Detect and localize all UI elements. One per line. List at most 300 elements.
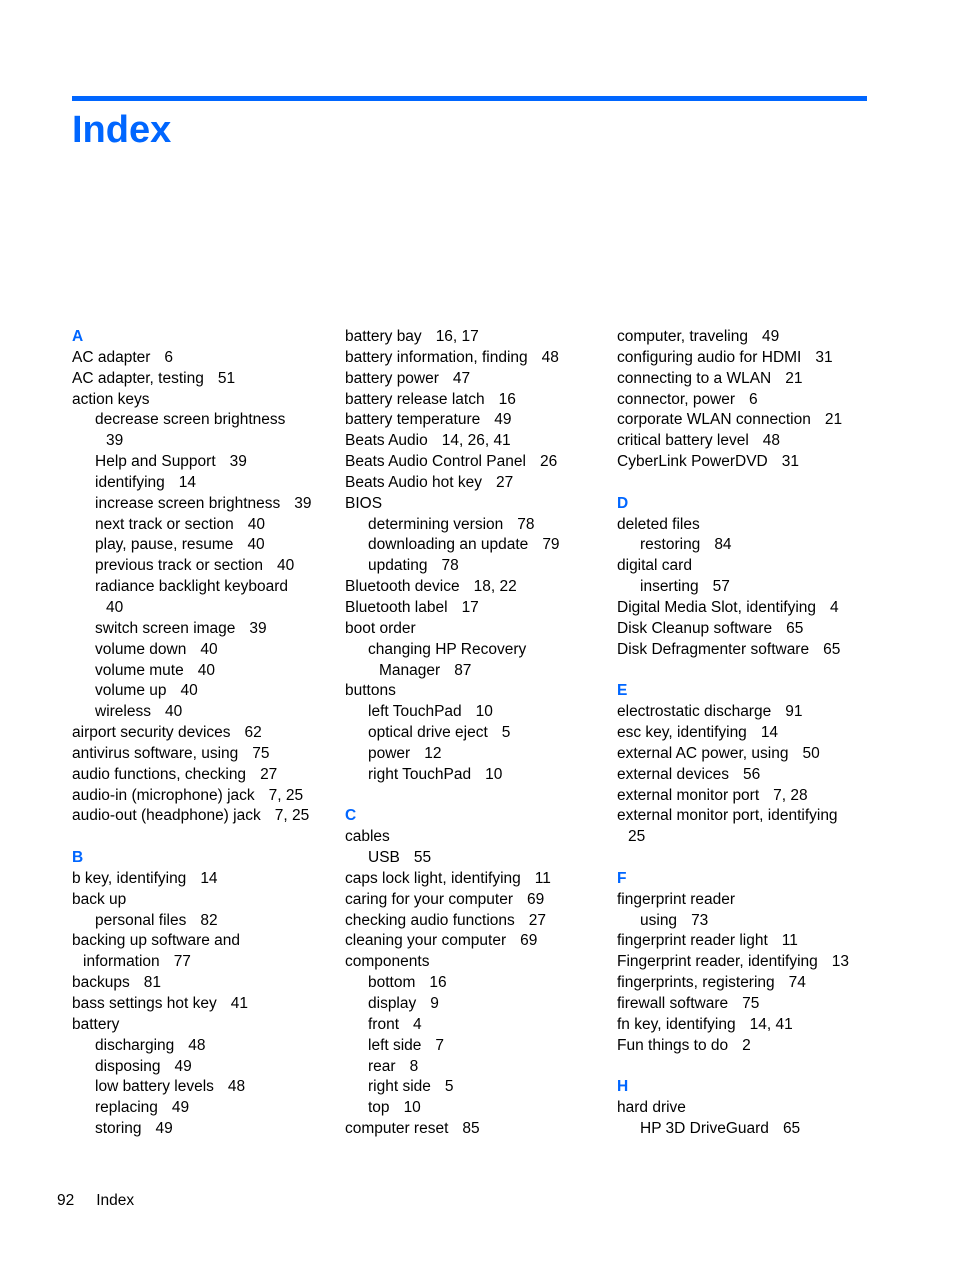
index-term: backing up software and: [72, 932, 241, 950]
index-subentry: [345, 640, 607, 661]
index-entry: [617, 515, 879, 536]
index-term: Disk Cleanup software: [617, 619, 773, 637]
index-page-ref: 2: [742, 1036, 751, 1054]
index-page-ref: 51: [217, 369, 236, 387]
index-page-ref: 48: [188, 1036, 206, 1054]
index-section-letter: H: [617, 1078, 629, 1096]
index-subentry: [72, 431, 334, 452]
index-term: computer reset: [345, 1120, 449, 1138]
index-entry: [345, 390, 607, 411]
index-term: low battery levels: [95, 1078, 214, 1096]
index-entry: [617, 952, 879, 973]
index-term: fingerprint reader: [617, 890, 736, 908]
index-entry: [345, 598, 607, 619]
index-page-ref: 49: [171, 1099, 190, 1117]
index-page-ref: 62: [244, 724, 262, 742]
index-entry: [72, 390, 334, 411]
index-term: airport security devices: [72, 724, 231, 742]
index-section-letter: D: [617, 494, 629, 512]
index-page-ref: 27: [496, 473, 514, 491]
index-term: battery release latch: [345, 390, 485, 408]
index-term: audio functions, checking: [72, 765, 247, 783]
index-page-ref: 39: [106, 432, 124, 450]
index-entry: [617, 431, 879, 452]
index-page-ref: 65: [823, 640, 841, 658]
index-page-ref: 40: [200, 640, 218, 658]
index-subentry: [345, 1036, 607, 1057]
index-term: decrease screen brightness: [95, 411, 286, 429]
index-section-letter: F: [617, 869, 627, 887]
index-subentry: [617, 1119, 879, 1140]
index-term: next track or section: [95, 515, 234, 533]
index-term: computer, traveling: [617, 328, 748, 345]
page-number: 92: [57, 1192, 75, 1209]
index-entry: [617, 390, 879, 411]
index-page-ref: 5: [444, 1078, 454, 1096]
index-subentry: [72, 1036, 334, 1057]
index-page-ref: 7, 25: [274, 807, 310, 825]
index-subentry: [72, 681, 334, 702]
index-page-ref: 79: [542, 536, 560, 554]
index-entry: [345, 911, 607, 932]
index-term: CyberLink PowerDVD: [617, 453, 768, 471]
index-entry: [617, 1098, 879, 1119]
index-term: connecting to a WLAN: [617, 369, 772, 387]
index-term: Bluetooth label: [345, 598, 448, 616]
index-term: b key, identifying: [72, 869, 187, 887]
index-entry: [345, 577, 607, 598]
index-term: audio-in (microphone) jack: [72, 786, 255, 804]
index-entry: [617, 786, 879, 807]
index-page-ref: 4: [413, 1015, 422, 1033]
index-page-ref: 5: [501, 724, 511, 742]
index-term: Bluetooth device: [345, 578, 460, 596]
index-page-ref: 10: [485, 765, 503, 783]
index-term: back up: [72, 890, 127, 908]
index-entry: [72, 869, 334, 890]
section-gap: [617, 473, 879, 494]
index-subentry: [345, 1015, 607, 1036]
index-page-ref: 40: [247, 515, 265, 533]
index-page-ref: 4: [830, 598, 839, 616]
index-subentry: [345, 702, 607, 723]
index-term: front: [368, 1015, 400, 1033]
index-subentry: [72, 473, 334, 494]
index-page-ref: 81: [143, 974, 161, 992]
index-term: firewall software: [617, 995, 729, 1012]
index-page-ref: 50: [802, 744, 820, 762]
index-term: critical battery level: [617, 432, 749, 450]
index-term: digital card: [617, 557, 692, 575]
index-term: downloading an update: [368, 536, 529, 554]
index-page-ref: 69: [520, 932, 538, 950]
index-subentry: [72, 598, 334, 619]
index-term: AC adapter, testing: [72, 369, 204, 387]
index-section-letter: A: [72, 328, 84, 345]
index-entry: [72, 786, 334, 807]
index-term: battery bay: [345, 328, 422, 345]
index-term: volume mute: [95, 661, 184, 679]
index-entry: [345, 931, 607, 952]
index-entry: [617, 744, 879, 765]
index-entry: [617, 890, 879, 911]
index-term: esc key, identifying: [617, 724, 747, 742]
index-page-ref: 78: [441, 557, 459, 575]
index-entry: [617, 994, 879, 1015]
index-entry: [345, 369, 607, 390]
index-subentry: [72, 535, 334, 556]
index-term: information: [83, 953, 160, 971]
index-column-1: [72, 327, 334, 1140]
index-term: battery temperature: [345, 411, 481, 429]
index-page-ref: 40: [277, 557, 295, 575]
index-term: switch screen image: [95, 619, 236, 637]
index-term: Help and Support: [95, 453, 216, 471]
index-page-ref: 18, 22: [473, 578, 517, 596]
index-entry: [345, 827, 607, 848]
index-entry: [617, 410, 879, 431]
index-entry: [617, 327, 879, 348]
index-subentry: [72, 1057, 334, 1078]
index-page-ref: 69: [527, 890, 545, 908]
index-term: boot order: [345, 619, 416, 637]
index-entry: [617, 1015, 879, 1036]
index-page-ref: 47: [452, 369, 471, 387]
index-page-ref: 49: [174, 1057, 192, 1075]
index-term: Beats Audio: [345, 432, 428, 450]
footer-label: Index: [96, 1192, 135, 1209]
index-term: personal files: [95, 911, 187, 929]
index-page-ref: 40: [164, 703, 183, 721]
index-subentry: [72, 494, 334, 515]
index-term: cables: [345, 828, 390, 846]
index-page-ref: 12: [424, 744, 442, 762]
index-section-letter: C: [345, 807, 357, 825]
index-page-ref: 82: [200, 911, 218, 929]
index-subentry: [72, 1077, 334, 1098]
section-gap: [345, 786, 607, 807]
index-term: updating: [368, 557, 428, 575]
index-term: bottom: [368, 974, 416, 992]
index-page-ref: 56: [743, 765, 761, 783]
index-page-ref: 31: [781, 453, 799, 471]
index-subentry: [345, 744, 607, 765]
index-term: configuring audio for HDMI: [617, 348, 802, 366]
index-term: right TouchPad: [368, 765, 472, 783]
index-entry: [345, 473, 607, 494]
index-entry: [72, 348, 334, 369]
index-page-ref: 7, 28: [773, 786, 808, 804]
index-term: previous track or section: [95, 557, 263, 575]
page-title: Index: [72, 109, 172, 151]
index-page-ref: 9: [430, 995, 439, 1012]
index-term: increase screen brightness: [95, 494, 281, 512]
index-entry: [72, 744, 334, 765]
index-page-ref: 10: [403, 1099, 421, 1117]
index-subentry: [345, 723, 607, 744]
index-entry: [617, 931, 879, 952]
index-entry: [617, 702, 879, 723]
index-entry: [345, 452, 607, 473]
index-page-ref: 48: [762, 432, 781, 450]
index-page-ref: 17: [461, 598, 479, 616]
index-subentry: [345, 515, 607, 536]
index-term: cleaning your computer: [345, 932, 507, 950]
index-page-ref: 84: [714, 536, 732, 554]
index-subentry: [72, 577, 334, 598]
index-page-ref: 73: [691, 911, 709, 929]
index-term: inserting: [640, 578, 699, 596]
index-term: determining version: [368, 515, 504, 533]
index-subentry: [72, 452, 334, 473]
index-entry: [617, 723, 879, 744]
index-page-ref: 48: [227, 1078, 246, 1096]
index-page-ref: 14, 41: [749, 1015, 793, 1033]
index-entry: [345, 431, 607, 452]
index-entry: [72, 723, 334, 744]
index-page-ref: 41: [230, 995, 248, 1012]
index-entry: [617, 369, 879, 390]
index-term: Beats Audio hot key: [345, 473, 483, 491]
index-subentry: [72, 702, 334, 723]
index-page-ref: 77: [173, 953, 191, 971]
index-page-ref: 55: [413, 849, 432, 867]
index-entry: [617, 765, 879, 786]
index-page-ref: 78: [517, 515, 535, 533]
index-term: external AC power, using: [617, 744, 789, 762]
index-entry: [72, 1015, 334, 1036]
index-entry: [72, 369, 334, 390]
index-subentry: [345, 994, 607, 1015]
index-term: identifying: [95, 473, 165, 491]
index-term: AC adapter: [72, 348, 151, 366]
index-entry: [617, 452, 879, 473]
section-gap: [617, 1057, 879, 1078]
index-term: fingerprint reader light: [617, 932, 768, 950]
index-page-ref: 13: [831, 953, 850, 971]
index-page-ref: 40: [180, 682, 198, 700]
index-page-ref: 85: [462, 1120, 480, 1138]
index-page-ref: 31: [815, 348, 833, 366]
index-page-ref: 49: [761, 328, 780, 345]
index-entry: [72, 765, 334, 786]
index-entry: [617, 806, 879, 827]
index-entry: [72, 931, 334, 952]
index-term: external monitor port: [617, 786, 760, 804]
index-page-ref: 27: [260, 765, 278, 783]
index-term: components: [345, 953, 430, 971]
index-term: discharging: [95, 1036, 175, 1054]
index-term: antivirus software, using: [72, 744, 239, 762]
index-page-ref: 65: [786, 619, 804, 637]
index-page-ref: 16: [429, 974, 447, 992]
index-subentry: [72, 1098, 334, 1119]
index-page-ref: 14: [178, 473, 197, 491]
index-page-ref: 39: [249, 619, 267, 637]
index-subentry: [345, 848, 607, 869]
index-subentry: [72, 619, 334, 640]
index-term: hard drive: [617, 1099, 686, 1117]
index-entry: [345, 494, 607, 515]
index-entry: [617, 556, 879, 577]
index-subentry: [345, 1077, 607, 1098]
index-entry: [72, 994, 334, 1015]
index-entry: [617, 619, 879, 640]
index-page-ref: 27: [528, 911, 547, 929]
index-entry: [617, 348, 879, 369]
index-page-ref: 65: [782, 1120, 801, 1138]
index-page-ref: 14: [760, 724, 779, 742]
index-subentry: [345, 973, 607, 994]
index-page-ref: 10: [475, 703, 493, 721]
index-page-ref: 75: [742, 995, 760, 1012]
index-subentry: [72, 556, 334, 577]
index-term: using: [640, 911, 678, 929]
index-page-ref: 49: [155, 1120, 173, 1138]
index-term: play, pause, resume: [95, 536, 234, 554]
index-term: caps lock light, identifying: [345, 869, 521, 887]
index-page-ref: 6: [749, 390, 758, 408]
index-page-ref: 75: [252, 744, 270, 762]
index-subentry: [345, 765, 607, 786]
index-page-ref: 11: [781, 932, 798, 950]
index-entry: [345, 952, 607, 973]
index-subentry: [345, 535, 607, 556]
index-term: replacing: [95, 1099, 158, 1117]
index-entry: [345, 348, 607, 369]
index-subentry: [72, 911, 334, 932]
index-page-ref: 11: [534, 869, 551, 887]
index-page-ref: 21: [824, 411, 843, 429]
index-term: left TouchPad: [368, 703, 462, 721]
index-term: BIOS: [345, 494, 383, 512]
index-term: action keys: [72, 390, 150, 408]
index-term: fingerprints, registering: [617, 974, 775, 992]
index-page-ref: 14, 26, 41: [441, 432, 511, 450]
index-entry: [72, 890, 334, 911]
index-term: volume up: [95, 682, 167, 700]
index-entry: [617, 827, 879, 848]
index-entry: [72, 973, 334, 994]
index-subentry: [617, 535, 879, 556]
index-entry: [345, 1119, 607, 1140]
index-term: radiance backlight keyboard: [95, 578, 289, 596]
index-entry: [345, 410, 607, 431]
index-page-ref: 40: [197, 661, 215, 679]
index-term: optical drive eject: [368, 724, 488, 742]
index-entry: [345, 890, 607, 911]
index-term: battery: [72, 1015, 120, 1033]
index-term: Manager: [379, 661, 441, 679]
index-term: corporate WLAN connection: [617, 411, 811, 429]
index-page-ref: 7: [435, 1036, 445, 1054]
index-page-ref: 39: [229, 453, 247, 471]
index-entry: [345, 619, 607, 640]
index-section-letter: B: [72, 849, 84, 867]
index-term: right side: [368, 1078, 431, 1096]
index-term: changing HP Recovery: [368, 640, 527, 658]
index-entry: [617, 1036, 879, 1057]
index-term: restoring: [640, 536, 701, 554]
index-term: rear: [368, 1057, 396, 1075]
index-subentry: [345, 556, 607, 577]
index-page-ref: 14: [200, 869, 218, 887]
index-subentry: [72, 515, 334, 536]
index-term: wireless: [95, 703, 151, 721]
index-entry: [345, 869, 607, 890]
index-term: caring for your computer: [345, 890, 513, 908]
index-term: connector, power: [617, 390, 736, 408]
index-term: Digital Media Slot, identifying: [617, 598, 817, 616]
index-subentry: [72, 1119, 334, 1140]
index-entry: [617, 598, 879, 619]
index-term: top: [368, 1099, 390, 1117]
index-page-ref: 39: [294, 494, 312, 512]
index-page-ref: 91: [785, 703, 803, 721]
index-subentry: [617, 911, 879, 932]
index-section-letter: E: [617, 682, 628, 700]
index-term: Fingerprint reader, identifying: [617, 953, 818, 971]
index-subentry: [617, 577, 879, 598]
index-term: Disk Defragmenter software: [617, 640, 810, 658]
index-page-ref: 74: [788, 974, 806, 992]
index-page-ref: 7, 25: [268, 786, 304, 804]
index-subentry: [345, 661, 607, 682]
index-entry: [72, 952, 334, 973]
index-page-ref: 48: [541, 348, 559, 366]
index-term: Fun things to do: [617, 1036, 729, 1054]
page-footer: [57, 1191, 134, 1211]
index-term: left side: [368, 1036, 422, 1054]
index-page-ref: 25: [628, 828, 646, 846]
index-page-ref: 49: [494, 411, 512, 429]
index-term: HP 3D DriveGuard: [640, 1120, 769, 1138]
index-page-ref: 16: [498, 390, 516, 408]
index-entry: [345, 681, 607, 702]
index-term: checking audio functions: [345, 911, 515, 929]
index-term: bass settings hot key: [72, 995, 217, 1012]
index-term: power: [368, 744, 411, 762]
index-term: electrostatic discharge: [617, 703, 772, 721]
index-subentry: [72, 640, 334, 661]
index-subentry: [345, 1098, 607, 1119]
section-gap: [72, 827, 334, 848]
index-entry: [617, 640, 879, 661]
section-gap: [617, 848, 879, 869]
index-entry: [72, 806, 334, 827]
index-term: disposing: [95, 1057, 161, 1075]
index-term: battery power: [345, 369, 439, 387]
index-page-ref: 57: [712, 578, 730, 596]
index-term: display: [368, 995, 417, 1012]
index-term: fn key, identifying: [617, 1015, 736, 1033]
index-page-ref: 6: [164, 348, 174, 366]
index-column-3: [617, 327, 879, 1140]
index-term: USB: [368, 849, 400, 867]
index-page-ref: 87: [454, 661, 472, 679]
index-term: external monitor port, identifying: [617, 807, 838, 825]
index-page-ref: 26: [539, 453, 558, 471]
index-subentry: [72, 410, 334, 431]
index-page-ref: 40: [247, 536, 265, 554]
index-column-2: [345, 327, 607, 1140]
index-page-ref: 16, 17: [435, 328, 479, 345]
index-term: storing: [95, 1120, 142, 1138]
section-gap: [617, 661, 879, 682]
index-term: battery information, finding: [345, 348, 528, 366]
title-rule: [72, 96, 867, 101]
index-entry: [345, 327, 607, 348]
